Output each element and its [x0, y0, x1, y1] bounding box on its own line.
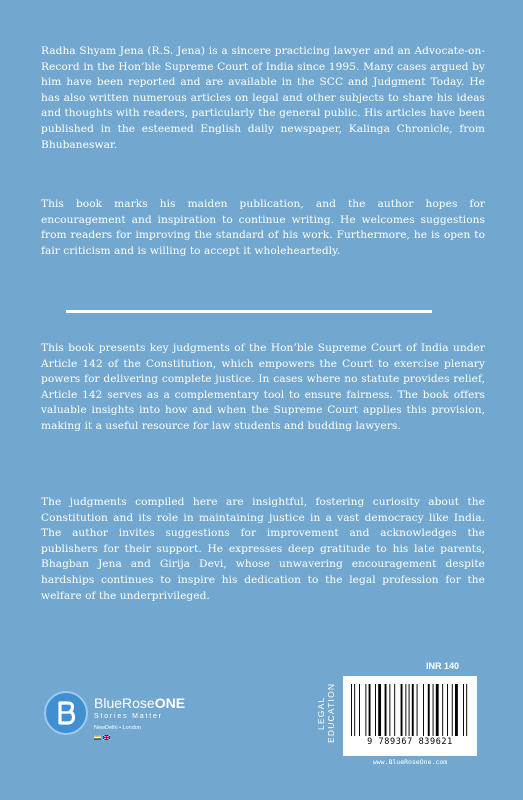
publisher-tagline: Stories Matter — [94, 713, 163, 720]
barcode-bars — [349, 684, 471, 736]
publisher-logo — [44, 688, 194, 748]
author-bio-paragraph-2: This book marks his maiden publication, and the author hopes for encouragement and inspiration to continue writing. He welcomes suggestions from readers for improving the standard of his work. Furthermore, he is open to fair criticism and is willing to accept it wholeheartedly. — [41, 198, 485, 257]
publisher-locations: NewDelhi • London — [94, 725, 141, 731]
flags-icon — [94, 735, 110, 740]
blurb-paragraph-2: The judgments compiled here are insightful, fostering curiosity about the Constitution and its role in maintaining justice in a vast democracy like India. The author invites suggestions for improvement and acknowledges the publishers for their support. He expresses deep gratitude to his late parents, Bhagban Jena and Girija Devi, whose unwavering encouragement despite hardships continues to inspire his dedication to the legal profession for the welfare of the underprivileged. — [41, 496, 485, 602]
category-label: LEGAL EDUCATION — [316, 682, 336, 744]
author-bio-paragraph-1: Radha Shyam Jena (R.S. Jena) is a sincere practicing lawyer and an Advocate-on-Record in the Hon’ble Supreme Court of India since 1995. Many cases argued by him have been reported and are available in the SCC and Judgment Today. He has also written numerous articles on legal and other subjects to share his ideas and thoughts with readers, particularly the general public. His articles have been published in the esteemed English daily newspaper, Kalinga Chronicle, from Bhubaneswar. — [41, 45, 485, 151]
publisher-name: BlueRoseONE — [94, 695, 186, 711]
section-divider — [66, 310, 432, 313]
blurb-paragraph-1: This book presents key judgments of the Hon’ble Supreme Court of India under Article 142 of the Constitution, which empowers the Court to exercise plenary powers for delivering complete justice. In cases where no statute provides relief, Article 142 serves as a complementary tool to ensure fairness. The book offers valuable insights into how and when the Supreme Court applies this provision, making it a useful resource for law students and budding lawyers. — [41, 342, 485, 432]
isbn-digits: 9 789367 839621 — [367, 737, 453, 747]
isbn-barcode — [343, 676, 477, 756]
publisher-b-icon — [44, 691, 88, 735]
price-label: INR 140 — [426, 661, 460, 671]
publisher-website: www.BlueRoseOne.com — [372, 758, 448, 766]
